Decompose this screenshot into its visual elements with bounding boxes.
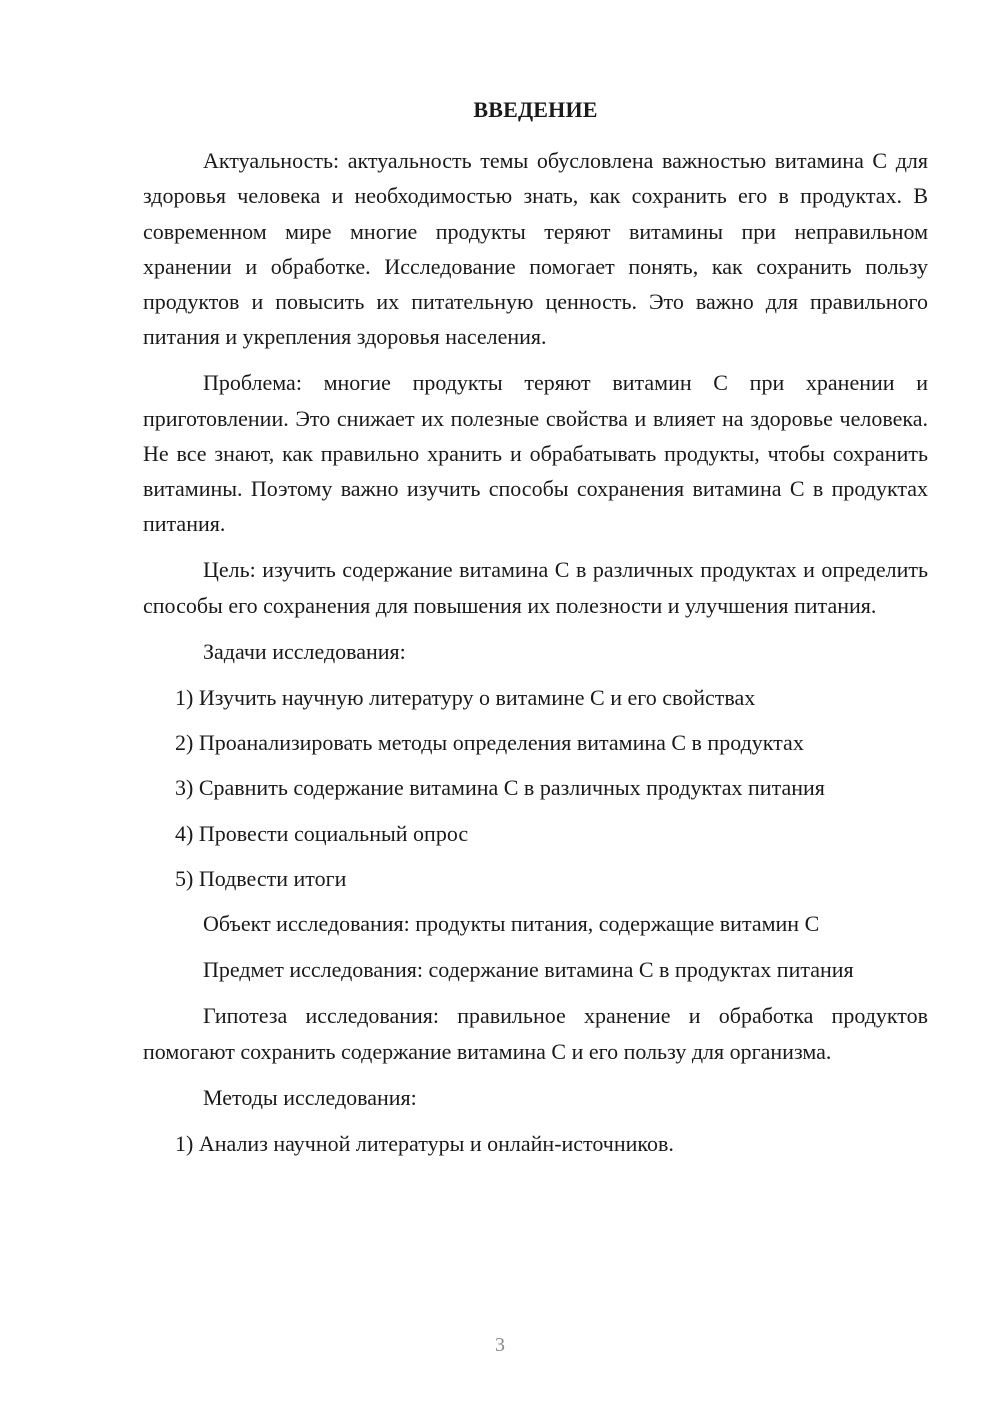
object-paragraph: Объект исследования: продукты питания, содержащие витамин С <box>203 911 820 937</box>
tasks-list <box>143 680 928 896</box>
task-item: 2) Проанализировать методы определения витамина С в продуктах <box>175 730 804 756</box>
tasks-heading: Задачи исследования: <box>203 638 406 664</box>
subject-paragraph: Предмет исследования: содержание витамина С в продуктах питания <box>203 957 854 983</box>
hypothesis-paragraph: Гипотеза исследования: правильное хранение и обработка продуктов помогают сохранить содержание витамина С и его пользу для организма. <box>143 1003 928 1064</box>
document-page <box>143 92 928 1171</box>
task-item: 4) Провести социальный опрос <box>175 820 469 846</box>
page-number: 3 <box>495 1334 505 1356</box>
goal-paragraph: Цель: изучить содержание витамина С в различных продуктах и определить способы его сохранения для повышения их полезности и улучшения питания. <box>143 557 928 618</box>
methods-list <box>143 1126 928 1161</box>
task-item: 1) Изучить научную литературу о витамине С и его свойствах <box>175 685 756 711</box>
relevance-paragraph: Актуальность: актуальность темы обусловлена важностью витамина С для здоровья человека и необходимостью знать, как сохранить его в продуктах. В современном мире многие продукты теряют витамины при неправильном хранении и обработке. Исследование помогает понять, как сохранить пользу продуктов и повысить их питательную ценность. Это важно для правильного питания и укрепления здоровья населения. <box>143 148 928 350</box>
method-item: 1) Анализ научной литературы и онлайн-источников. <box>175 1131 674 1157</box>
methods-heading: Методы исследования: <box>203 1084 417 1110</box>
section-title: ВВЕДЕНИЕ <box>473 97 598 122</box>
task-item: 5) Подвести итоги <box>175 865 347 891</box>
problem-paragraph: Проблема: многие продукты теряют витамин С при хранении и приготовлении. Это снижает их полезные свойства и влияет на здоровье человека. Не все знают, как правильно хранить и обрабатывать продукты, чтобы сохранить витамины. Поэтому важно изучить способы сохранения витамина С в продуктах питания. <box>143 370 928 537</box>
task-item: 3) Сравнить содержание витамина С в различных продуктах питания <box>175 775 825 801</box>
